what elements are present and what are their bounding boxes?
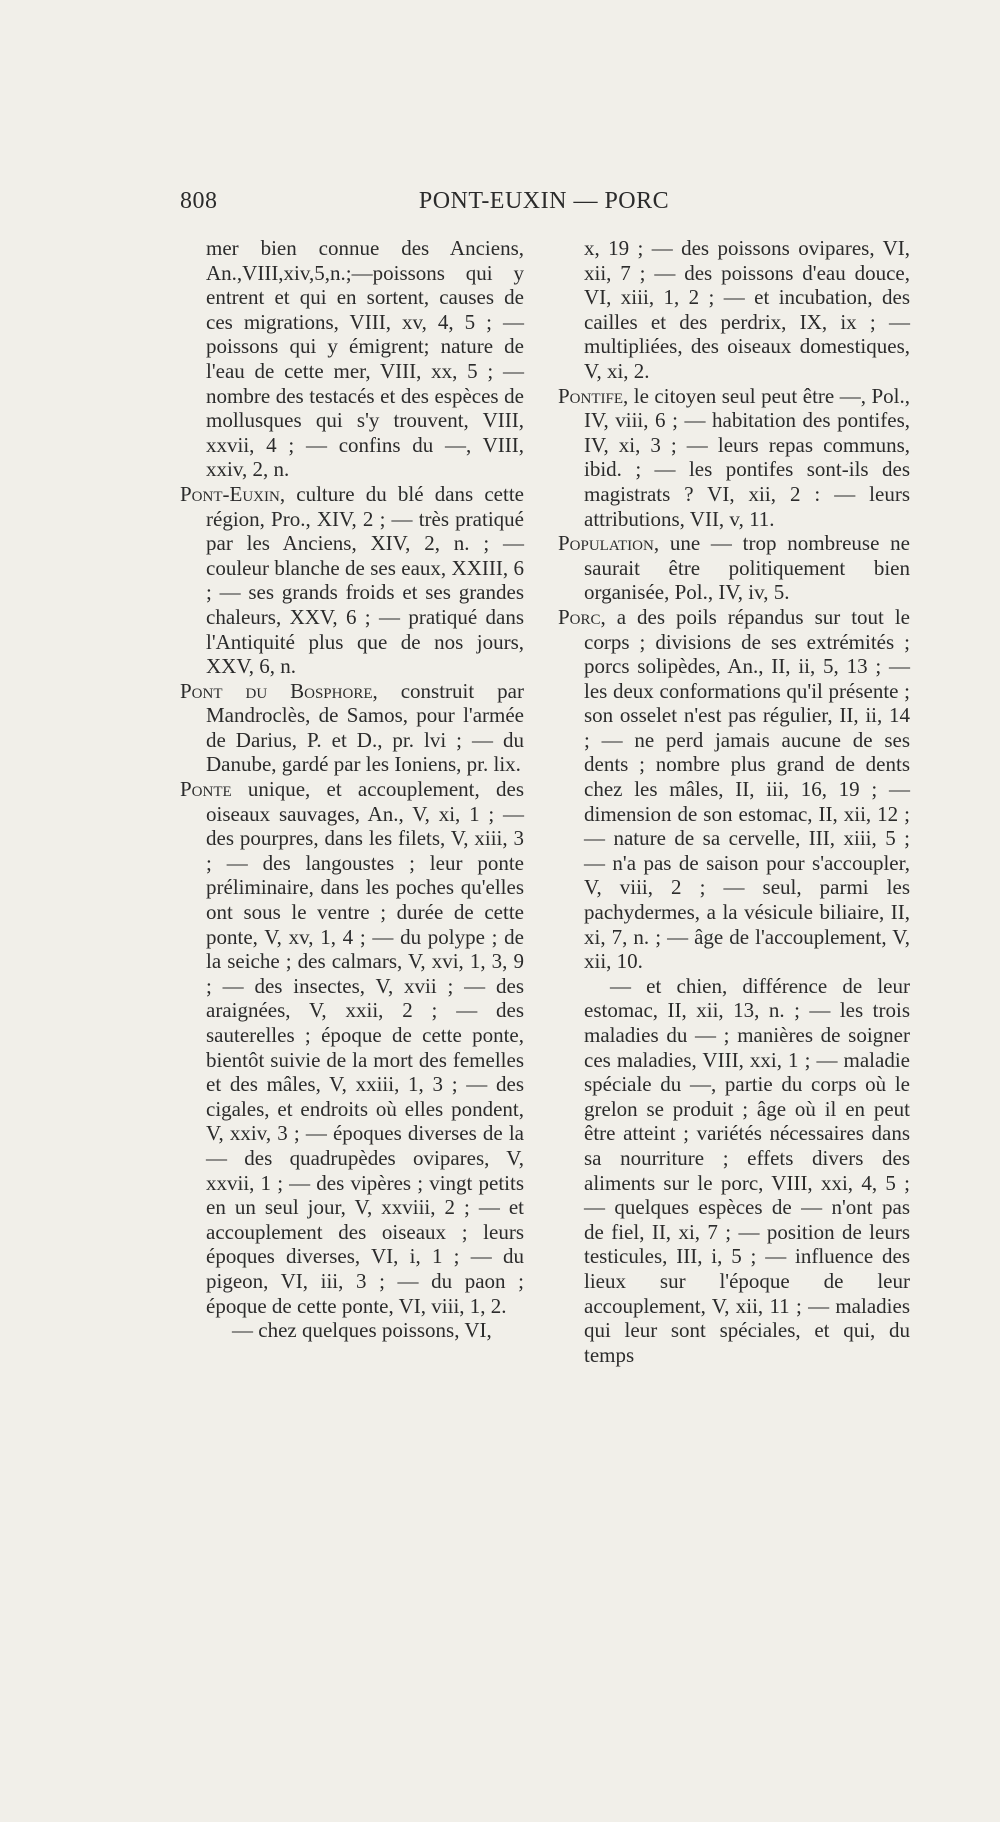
entry-headword: Ponte	[180, 777, 232, 802]
entry-text: unique, et accouplement, des oiseaux sauvages, An., V, xi, 1 ; — des pourpres, dans les filets, V, xiii, 3 ; — des langoustes ; leur ponte préliminaire, dans les poches qu'elles ont sous le ventre ; durée de cette ponte, V, xv, 1, 4 ; — du polype ; de la seiche ; des calmars, V, xvi, 1, 3, 9 ; — des insectes, V, xvii ; — des araignées, V, xxii, 2 ; — des sauterelles ; époque de cette ponte, bientôt suivie de la mort des femelles et des mâles, V, xxiii, 1, 3 ; — des cigales, et endroits où elles pondent, V, xxiv, 3 ; — époques diverses de la — des quadrupèdes ovipares, V, xxvii, 1 ; — des vipères ; vingt petits en un seul jour, V, xxviii, 2 ; — et accouplement des oiseaux ; leurs époques diverses, VI, i, 1 ; — du pigeon, VI, iii, 3 ; — du paon ; époque de cette ponte, VI, viii, 1, 2.	[206, 777, 524, 1318]
index-entry	[558, 531, 910, 605]
entry-headword: Population	[558, 531, 654, 556]
left-column	[180, 236, 524, 1343]
entry-text: , a des poils répandus sur tout le corps ; divisions de ses extrémités ; porcs solipèdes, An., II, ii, 5, 13 ; — les deux conformations qu'il présente ; son osselet n'est pas régulier, II, ii, 14 ; — ne perd jamais aucune de ses dents ; nombre plus grand de dents chez les mâles, II, iii, 16, 19 ; — dimension de son estomac, II, xii, 12 ; — nature de sa cervelle, III, xiii, 5 ; — n'a pas de saison pour s'accoupler, V, viii, 2 ; — seul, parmi les pachydermes, a la vésicule biliaire, II, xi, 7, n. ; — âge de l'accouplement, V, xii, 10.	[584, 604, 910, 974]
entry-headword: Pont-Euxin	[180, 481, 280, 506]
entry-text: , le citoyen seul peut être —, Pol., IV, viii, 6 ; — habitation des pontifes, IV, xi, 3 ; — leurs repas communs, ibid. ; — les pontifes sont-ils des magistrats ? VI, xii, 2 : — leurs attributions, VII, v, 11.	[584, 383, 910, 531]
page-header	[180, 188, 908, 224]
entry-headword: Porc	[558, 604, 601, 629]
index-entry	[180, 679, 524, 777]
index-entry	[558, 974, 910, 1368]
entry-text: , construit par Mandroclès, de Samos, pour l'armée de Darius, P. et D., pr. lvi ; — du Danube, gardé par les Ioniens, pr. lix.	[206, 678, 524, 777]
entry-text: , culture du blé dans cette région, Pro., XIV, 2 ; — très pratiqué par les Anciens, XIV, 2, n. ; — couleur blanche de ses eaux, XXIII, 6 ; — ses grands froids et ses grandes chaleurs, XXV, 6 ; — pratiqué dans l'Antiquité plus que de nos jours, XXV, 6, n.	[206, 481, 524, 679]
index-entry	[180, 236, 524, 482]
entry-text: , une — trop nombreuse ne saurait être politiquement bien organisée, Pol., IV, iv, 5.	[584, 531, 910, 605]
index-entry	[180, 482, 524, 679]
right-column	[558, 236, 910, 1367]
page-number: 808	[180, 188, 218, 214]
running-title: PONT-EUXIN — PORC	[418, 188, 670, 214]
index-entry	[180, 1318, 524, 1343]
index-entry	[558, 605, 910, 974]
entry-text: mer bien connue des Anciens, An.,VIII,xiv,5,n.;—poissons qui y entrent et qui en sortent, causes de ces migrations, VIII, xv, 4, 5 ; — poissons qui y émigrent; nature de l'eau de cette mer, VIII, xx, 5 ; — nombre des testacés et des espèces de mollusques qui s'y trouvent, VIII, xxvii, 4 ; — confins du —, VIII, xxiv, 2, n.	[206, 236, 524, 482]
entry-headword: Pont du Bosphore	[180, 678, 373, 703]
entry-headword: Pontife	[558, 383, 624, 408]
index-entry	[558, 384, 910, 532]
entry-text: x, 19 ; — des poissons ovipares, VI, xii, 7 ; — des poissons d'eau douce, VI, xiii, 1, 2 ; — et incubation, des cailles et des perdrix, IX, ix ; — multipliées, des oiseaux domestiques, V, xi, 2.	[584, 236, 910, 383]
index-entry	[558, 236, 910, 384]
entry-text: — chez quelques poissons, VI,	[232, 1318, 492, 1343]
entry-text: — et chien, différence de leur estomac, II, xii, 13, n. ; — les trois maladies du — ; manières de soigner ces maladies, VIII, xxi, 1 ; — maladie spéciale du —, partie du corps où le grelon se produit ; âge où il en peut être atteint ; variétés nécessaires dans sa nourriture ; effets divers des aliments sur le porc, VIII, xxi, 4, 5 ; — quelques espèces de — n'ont pas de fiel, II, xi, 7 ; — position de leurs testicules, III, i, 5 ; — influence des lieux sur l'époque de leur accouplement, V, xii, 11 ; — maladies qui leur sont spéciales, et qui, du temps	[584, 973, 910, 1367]
index-entry	[180, 777, 524, 1318]
